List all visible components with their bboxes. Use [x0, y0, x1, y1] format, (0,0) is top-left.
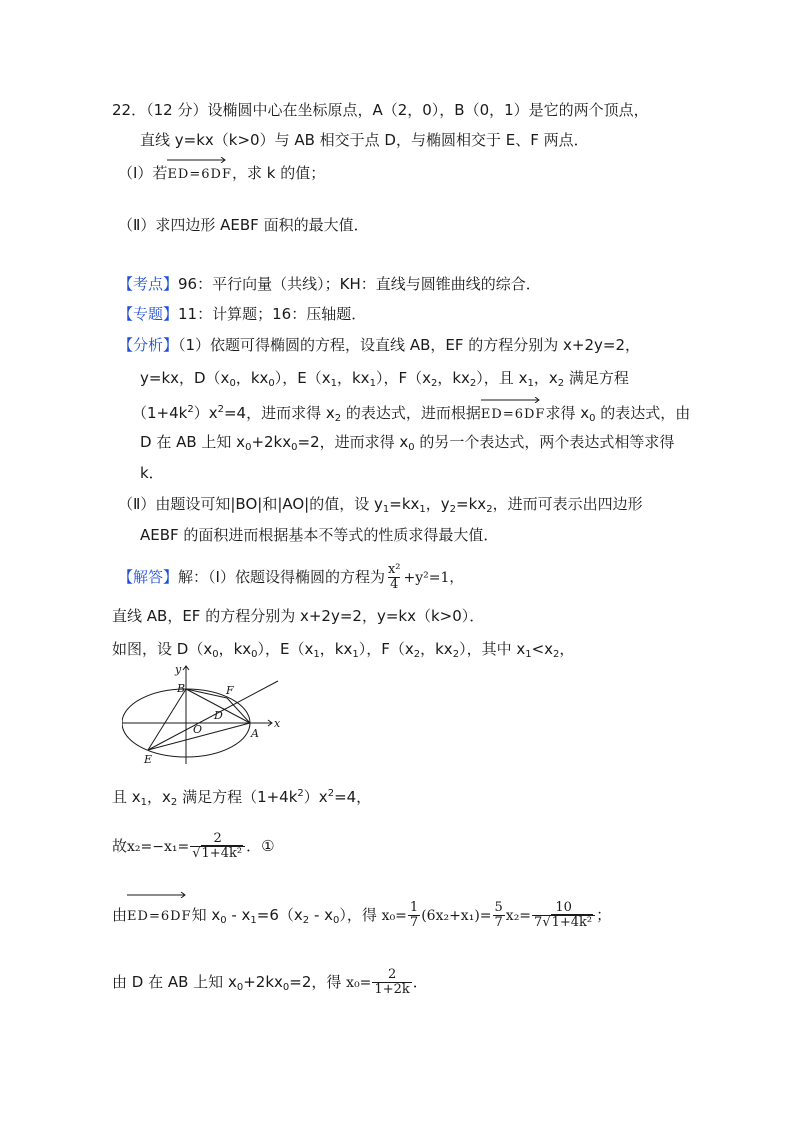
jieda-line-7: 由 D 在 AB 上知 $x_0+2kx_0=2$，得 x₀= $\frac{2}{1+2k}$ ．	[112, 967, 428, 997]
label-o: O	[193, 723, 203, 736]
label-d: D	[214, 709, 223, 722]
jieda-tag: 【解答】	[118, 568, 179, 586]
problem-line-1: 22．（12 分）设椭圆中心在坐标原点，A（2，0），B（0，1）是它的两个顶点，	[112, 101, 649, 119]
label-e: E	[144, 753, 153, 766]
fenxi-part-2-line-2: AEBF 的面积进而根据基本不等式的性质求得最大值．	[140, 526, 499, 544]
problem-part-2: （Ⅱ）求四边形 AEBF 面积的最大值．	[118, 216, 369, 234]
fenxi-line-2: y=kx，$D(x_0$，$kx_0$），$E(x_1$，$kx_1$），$F(x_2$，$kx_2$），且 $x_1$，$x_2$ 满足方程	[140, 369, 629, 389]
jieda-line-5: 故x₂=−x₁= $\frac{2}{\text{√1+4k²}}$ ．①	[112, 831, 275, 861]
fenxi-part-2-line-1: （Ⅱ）由题设可知|BO|和|AO|的值，设 $y_1=kx_1$，$y_2=kx_2$，进而可表示出四边形	[118, 495, 643, 515]
jieda-line-2: 直线 AB，EF 的方程分别为 x+2y=2，y=kx（k>0）．	[112, 607, 485, 625]
label-f: F	[226, 684, 234, 697]
x2-fraction: $\frac{2}{\text{√1+4k²}}$	[190, 832, 245, 861]
fenxi-tag: 【分析】	[118, 336, 179, 354]
label-a: A	[251, 727, 259, 740]
label-y: y	[175, 663, 182, 676]
line-eb	[148, 689, 186, 750]
fenxi-line-3: $(1+4k^2)x^2=4$，进而求得 $x_2$ 的表达式，进而根据 ED=6DF求得 $x_0$ 的表达式，由	[132, 399, 690, 430]
kaodian-tag: 【考点】	[118, 275, 179, 293]
fenxi-line-4: D 在 AB 上知 $x_0+2kx_0=2$，进而求得 $x_0$ 的另一个表达式，两个表达式相等求得	[140, 433, 675, 453]
jieda-line-3: 如图，设 $D(x_0$，$kx_0$），$E(x_1$，$kx_1$），$F(x_2$，$kx_2$），其中 $x_1<x_2$，	[112, 640, 575, 660]
zhuanti-tag: 【专题】	[118, 305, 179, 323]
jieda-line-4: 且 $x_1$，$x_2$ 满足方程$(1+4k^2)x^2=4$，	[112, 788, 372, 808]
ellipse-fraction: $\frac{\text{x²}}{4}$	[387, 562, 401, 592]
vector-ed-df: ED=6DF	[127, 899, 192, 935]
problem-part-1: （Ⅰ）若 ED=6DF，求 k 的值；	[118, 162, 325, 186]
kaodian-line: 【考点】96：平行向量（共线）；KH：直线与圆锥曲线的综合．	[118, 275, 541, 293]
jieda-line-6: 由 ED=6DF知 $x_0 - x_1=6(x_2 - x_0)$，得 x₀= $\frac{1}{7}$ (6x₂+x₁)= $\frac{5}{7}$ x₂= $\frac{10}{\text{7√1+4k²}}$ ；	[112, 897, 611, 939]
label-b: B	[177, 682, 186, 695]
ellipse-figure	[122, 658, 286, 766]
fenxi-line-5: k．	[140, 464, 164, 482]
vector-ed-df: ED=6DF	[481, 404, 546, 426]
label-x: x	[274, 717, 281, 730]
zhuanti-line: 【专题】11：计算题；16：压轴题．	[118, 305, 367, 323]
vector-ed-df: ED=6DF	[167, 164, 232, 186]
jieda-line-1: 【解答】解：（Ⅰ）依题设得椭圆的方程为 $\frac{\text{x²}}{4}$ +y²=1，	[118, 562, 464, 592]
problem-line-2: 直线 y=kx（k>0）与 AB 相交于点 D，与椭圆相交于 E、F 两点．	[140, 131, 589, 149]
fenxi-line-1: 【分析】（1）依题可得椭圆的方程，设直线 AB，EF 的方程分别为 x+2y=2，	[118, 336, 641, 354]
